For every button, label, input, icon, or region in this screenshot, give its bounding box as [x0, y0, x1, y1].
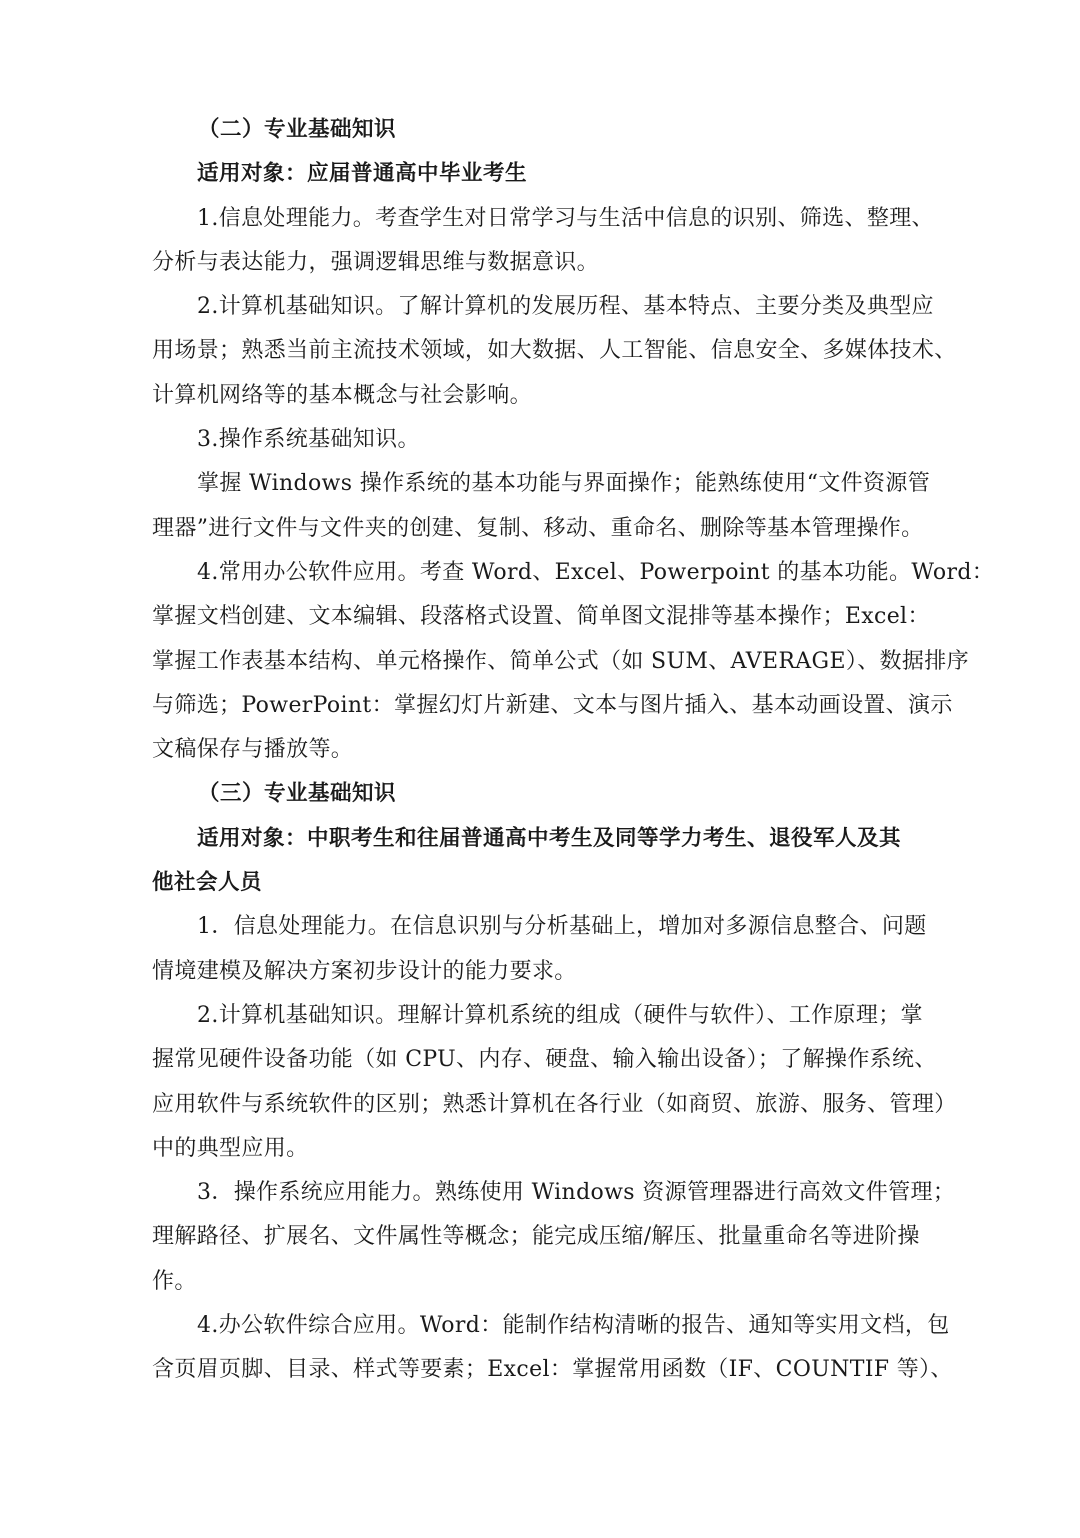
paragraph-line: 情境建模及解决方案初步设计的能力要求。: [152, 958, 577, 984]
paragraph-line: 应用软件与系统软件的区别；熟悉计算机在各行业（如商贸、旅游、服务、管理）: [152, 1091, 957, 1117]
paragraph-line: 与筛选；PowerPoint：掌握幻灯片新建、文本与图片插入、基本动画设置、演示: [152, 692, 953, 718]
target-audience: 适用对象：中职考生和往届普通高中考生及同等学力考生、退役军人及其: [197, 825, 902, 851]
paragraph-line: 文稿保存与播放等。: [152, 737, 354, 763]
paragraph-line: 2.计算机基础知识。理解计算机系统的组成（硬件与软件）、工作原理；掌: [197, 1002, 923, 1028]
paragraph-line: 理解路径、扩展名、文件属性等概念；能完成压缩/解压、批量重命名等进阶操: [152, 1224, 920, 1250]
paragraph: [152, 551, 995, 772]
section-heading: （二）专业基础知识: [198, 117, 397, 142]
paragraph-line: 3.操作系统基础知识。: [197, 427, 420, 453]
paragraph: [152, 905, 942, 994]
paragraph-line: 1．信息处理能力。在信息识别与分析基础上，增加对多源信息整合、问题: [197, 914, 927, 940]
paragraph-line: 分析与表达能力，强调逻辑思维与数据意识。: [152, 249, 600, 275]
paragraph-line: 作。: [152, 1268, 197, 1294]
paragraph: [152, 1171, 956, 1304]
target-audience: 他社会人员: [152, 870, 263, 896]
paragraph: [152, 462, 942, 551]
paragraph-line: 理器”进行文件与文件夹的创建、复制、移动、重命名、删除等基本管理操作。: [152, 515, 924, 541]
document-page: [152, 108, 995, 1393]
paragraph-line: 3．操作系统应用能力。熟练使用 Windows 资源管理器进行高效文件管理；: [197, 1180, 956, 1206]
paragraph-line: 计算机网络等的基本概念与社会影响。: [152, 382, 532, 408]
paragraph: [152, 1304, 953, 1393]
paragraph: [152, 994, 957, 1171]
paragraph-line: 掌握 Windows 操作系统的基本功能与界面操作；能熟练使用“文件资源管: [197, 471, 931, 497]
paragraph-line: 掌握文档创建、文本编辑、段落格式设置、简单图文混排等基本操作；Excel：: [152, 604, 930, 630]
paragraph-line: 4.常用办公软件应用。考查 Word、Excel、Powerpoint 的基本功能。Word：: [197, 559, 995, 585]
paragraph: [152, 285, 957, 418]
paragraph-line: 用场景；熟悉当前主流技术领域，如大数据、人工智能、信息安全、多媒体技术、: [152, 338, 957, 364]
paragraph-line: 4.办公软件综合应用。Word：能制作结构清晰的报告、通知等实用文档，包: [197, 1313, 950, 1339]
paragraph: [152, 197, 942, 286]
target-audience: 适用对象：应届普通高中毕业考生: [197, 161, 528, 187]
paragraph-line: 2.计算机基础知识。了解计算机的发展历程、基本特点、主要分类及典型应: [197, 294, 934, 320]
paragraph-line: 1.信息处理能力。考查学生对日常学习与生活中信息的识别、筛选、整理、: [197, 205, 934, 231]
paragraph-line: 掌握工作表基本结构、单元格操作、简单公式（如 SUM、AVERAGE）、数据排序: [152, 648, 969, 674]
paragraph-line: 握常见硬件设备功能（如 CPU、内存、硬盘、输入输出设备）；了解操作系统、: [152, 1047, 937, 1073]
paragraph-line: 中的典型应用。: [152, 1135, 309, 1161]
paragraph-line: 含页眉页脚、目录、样式等要素；Excel：掌握常用函数（IF、COUNTIF 等）、: [152, 1357, 953, 1383]
paragraph: [152, 418, 942, 462]
section-heading: （三）专业基础知识: [198, 781, 397, 807]
